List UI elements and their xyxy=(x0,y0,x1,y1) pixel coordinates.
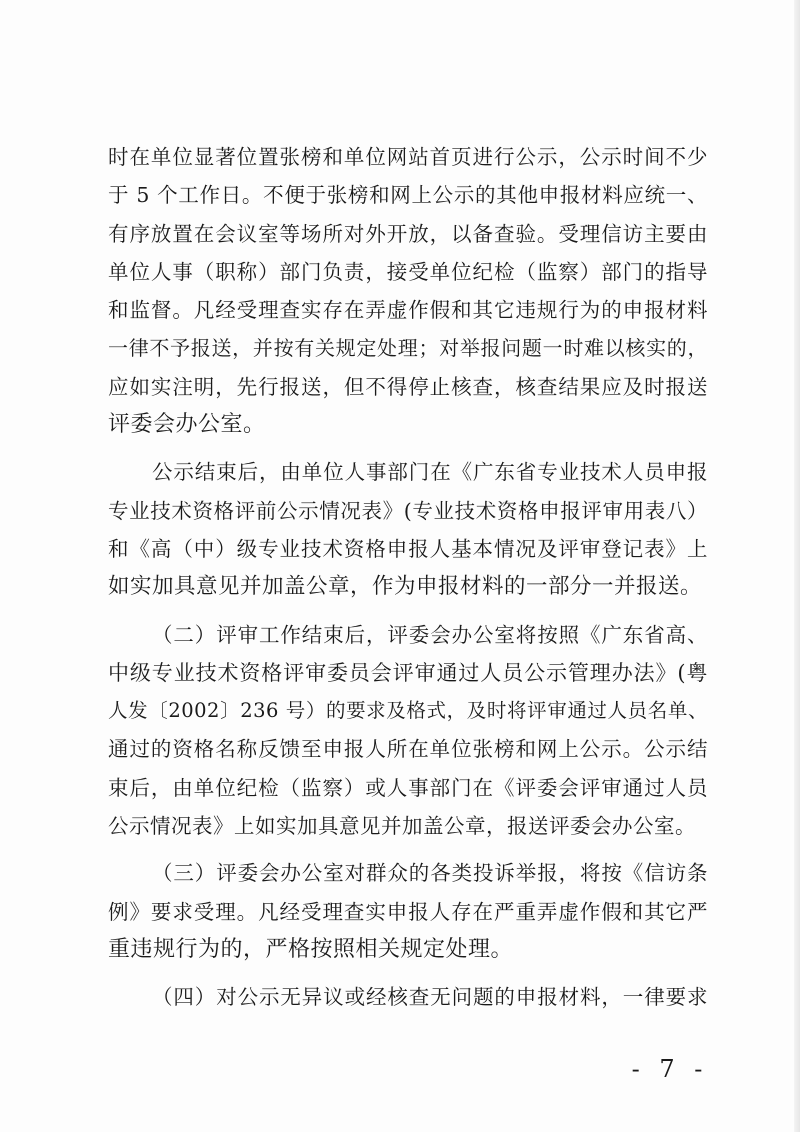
paragraph-publicity-end xyxy=(108,455,708,604)
text-line: （二）评审工作结束后，评委会办公室将按照《广东省高、 xyxy=(152,622,708,647)
text-line: 例》要求受理。凡经受理查实申报人存在严重弄虚作假和其它严 xyxy=(108,899,708,924)
text-line: 束后，由单位纪检（监察）或人事部门在《评委会评审通过人员 xyxy=(108,775,708,800)
text-line: 中级专业技术资格评审委员会评审通过人员公示管理办法》(粤 xyxy=(108,660,708,685)
text-line: 于 5 个工作日。不便于张榜和网上公示的其他申报材料应统一、 xyxy=(108,183,708,208)
text-line: 有序放置在会议室等场所对外开放，以备查验。受理信访主要由 xyxy=(108,221,708,246)
text-line: 一律不予报送，并按有关规定处理；对举报问题一时难以核实的， xyxy=(108,336,708,361)
body-text xyxy=(108,140,708,1019)
text-line: 人发〔2002〕236 号）的要求及格式，及时将评审通过人员名单、 xyxy=(108,699,708,723)
text-line: 单位人事（职称）部门负责，接受单位纪检（监察）部门的指导 xyxy=(108,259,708,284)
text-line: 重违规行为的，严格按照相关规定处理。 xyxy=(108,936,514,962)
paragraph-section-4 xyxy=(108,980,708,1014)
text-line: 如实加具意见并加盖公章，作为申报材料的一部分一并报送。 xyxy=(108,574,703,600)
text-line: 时在单位显著位置张榜和单位网站首页进行公示，公示时间不少 xyxy=(108,145,708,169)
text-line: 评委会办公室。 xyxy=(108,412,266,438)
text-line: 专业技术资格评前公示情况表》(专业技术资格申报评审用表八） xyxy=(108,498,708,523)
text-line: （四）对公示无异议或经核查无问题的申报材料，一律要求 xyxy=(152,985,708,1010)
text-line: 和《高（中）级专业技术资格申报人基本情况及评审登记表》上 xyxy=(108,536,708,561)
page-number: - 7 - xyxy=(631,1055,709,1083)
text-line: 应如实注明，先行报送，但不得停止核查，核查结果应及时报送 xyxy=(108,374,708,399)
text-line: （三）评委会办公室对群众的各类投诉举报，将按《信访条 xyxy=(152,861,708,886)
text-line: 通过的资格名称反馈至申报人所在单位张榜和网上公示。公示结 xyxy=(108,737,708,762)
text-line: 公示情况表》上如实加具意见并加盖公章，报送评委会办公室。 xyxy=(108,814,696,839)
scan-edge-shadow xyxy=(794,0,800,1132)
text-line: 和监督。凡经受理查实存在弄虚作假和其它违规行为的申报材料 xyxy=(108,298,708,323)
paragraph-section-3 xyxy=(108,856,708,967)
text-line: 公示结束后，由单位人事部门在《广东省专业技术人员申报 xyxy=(152,460,708,485)
paragraph-section-2 xyxy=(108,618,708,843)
paragraph-continuation xyxy=(108,140,708,442)
